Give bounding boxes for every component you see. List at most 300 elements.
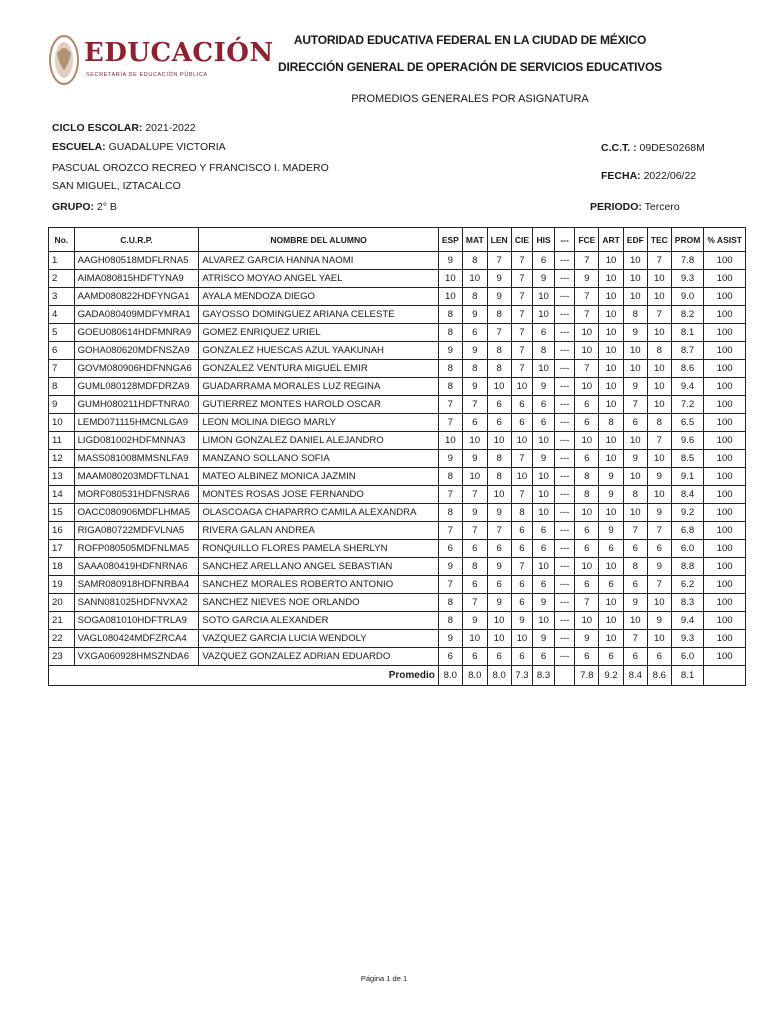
fce-cell: 10 [575, 342, 599, 360]
art-cell: 10 [599, 558, 623, 576]
table-row [49, 594, 746, 612]
cie-cell: 7 [511, 486, 533, 504]
prom-cell: 9.2 [671, 504, 704, 522]
art-cell: 6 [599, 648, 623, 666]
row-number: 1 [49, 252, 75, 270]
asist-cell: 100 [704, 540, 746, 558]
cie-cell: 7 [511, 288, 533, 306]
grupo [52, 201, 117, 213]
art-cell: 9 [599, 486, 623, 504]
blank-subject-cell: --- [554, 648, 574, 666]
len-cell: 6 [487, 396, 511, 414]
his-cell: 8 [533, 342, 555, 360]
student-name-cell: AYALA MENDOZA DIEGO [199, 288, 439, 306]
row-number: 10 [49, 414, 75, 432]
mat-cell: 7 [462, 396, 487, 414]
edf-cell: 6 [623, 540, 647, 558]
his-cell: 10 [533, 432, 555, 450]
len-cell: 6 [487, 648, 511, 666]
row-number: 8 [49, 378, 75, 396]
average-label: Promedio [49, 666, 439, 686]
student-name-cell: LEON MOLINA DIEGO MARLY [199, 414, 439, 432]
blank-subject-cell: --- [554, 540, 574, 558]
report-title: PROMEDIOS GENERALES POR ASIGNATURA [351, 93, 589, 105]
asist-cell: 100 [704, 486, 746, 504]
row-number: 14 [49, 486, 75, 504]
asist-cell: 100 [704, 432, 746, 450]
prom-cell: 6.0 [671, 648, 704, 666]
cie-cell: 7 [511, 324, 533, 342]
average-cell: 9.2 [599, 666, 623, 686]
cie-cell: 7 [511, 252, 533, 270]
fce-cell: 10 [575, 324, 599, 342]
periodo-value: Tercero [644, 201, 680, 213]
tec-cell: 9 [647, 558, 671, 576]
table-row [49, 396, 746, 414]
column-header: % ASIST [704, 228, 746, 252]
cct-value: 09DES0268M [639, 142, 705, 154]
table-row [49, 450, 746, 468]
table-row [49, 576, 746, 594]
len-cell: 8 [487, 360, 511, 378]
blank-subject-cell: --- [554, 594, 574, 612]
curp-cell: MORF080531HDFNSRA6 [74, 486, 199, 504]
blank-subject-cell: --- [554, 270, 574, 288]
fce-cell: 7 [575, 594, 599, 612]
esp-cell: 9 [438, 342, 462, 360]
education-logo [48, 34, 274, 90]
len-cell: 9 [487, 504, 511, 522]
edf-cell: 8 [623, 486, 647, 504]
esp-cell: 6 [438, 540, 462, 558]
student-name-cell: ALVAREZ GARCIA HANNA NAOMI [199, 252, 439, 270]
edf-cell: 6 [623, 414, 647, 432]
curp-cell: RIGA080722MDFVLNA5 [74, 522, 199, 540]
edf-cell: 9 [623, 450, 647, 468]
blank-subject-cell: --- [554, 630, 574, 648]
esp-cell: 10 [438, 288, 462, 306]
esp-cell: 7 [438, 576, 462, 594]
esp-cell: 8 [438, 504, 462, 522]
prom-cell: 7.8 [671, 252, 704, 270]
mat-cell: 8 [462, 360, 487, 378]
asist-cell: 100 [704, 612, 746, 630]
tec-cell: 10 [647, 360, 671, 378]
esp-cell: 7 [438, 522, 462, 540]
fce-cell: 8 [575, 486, 599, 504]
len-cell: 7 [487, 252, 511, 270]
len-cell: 9 [487, 594, 511, 612]
fecha-value: 2022/06/22 [643, 170, 697, 182]
average-cell: 7.8 [575, 666, 599, 686]
cie-cell: 10 [511, 378, 533, 396]
asist-cell: 100 [704, 360, 746, 378]
tec-cell: 10 [647, 396, 671, 414]
table-row [49, 540, 746, 558]
student-name-cell: VAZQUEZ GONZALEZ ADRIAN EDUARDO [199, 648, 439, 666]
asist-cell: 100 [704, 648, 746, 666]
column-header: ESP [438, 228, 462, 252]
mat-cell: 9 [462, 504, 487, 522]
prom-cell: 9.3 [671, 270, 704, 288]
art-cell: 10 [599, 450, 623, 468]
escuela [52, 141, 226, 153]
blank-subject-cell: --- [554, 504, 574, 522]
prom-cell: 6.0 [671, 540, 704, 558]
len-cell: 8 [487, 342, 511, 360]
esp-cell: 8 [438, 306, 462, 324]
his-cell: 6 [533, 540, 555, 558]
curp-cell: AAGH080518MDFLRNA5 [74, 252, 199, 270]
edf-cell: 6 [623, 648, 647, 666]
student-name-cell: GONZALEZ VENTURA MIGUEL EMIR [199, 360, 439, 378]
art-cell: 9 [599, 468, 623, 486]
header-authority: AUTORIDAD EDUCATIVA FEDERAL EN LA CIUDAD DE MÉXICO [293, 33, 647, 47]
len-cell: 7 [487, 522, 511, 540]
column-header: No. [49, 228, 75, 252]
edf-cell: 8 [623, 558, 647, 576]
his-cell: 10 [533, 486, 555, 504]
student-name-cell: LIMON GONZALEZ DANIEL ALEJANDRO [199, 432, 439, 450]
asist-cell: 100 [704, 576, 746, 594]
cie-cell: 7 [511, 360, 533, 378]
student-name-cell: ATRISCO MOYAO ANGEL YAEL [199, 270, 439, 288]
table-row [49, 270, 746, 288]
esp-cell: 8 [438, 324, 462, 342]
blank-subject-cell: --- [554, 288, 574, 306]
table-row [49, 486, 746, 504]
row-number: 16 [49, 522, 75, 540]
blank-subject-cell: --- [554, 342, 574, 360]
address-line-1: PASCUAL OROZCO RECREO Y FRANCISCO I. MADERO [52, 162, 329, 174]
row-number: 15 [49, 504, 75, 522]
tec-cell: 7 [647, 252, 671, 270]
student-name-cell: RONQUILLO FLORES PAMELA SHERLYN [199, 540, 439, 558]
curp-cell: GOHA080620MDFNSZA9 [74, 342, 199, 360]
len-cell: 8 [487, 306, 511, 324]
blank-subject-cell: --- [554, 450, 574, 468]
fce-cell: 6 [575, 522, 599, 540]
blank-subject-cell: --- [554, 378, 574, 396]
art-cell: 10 [599, 432, 623, 450]
blank-subject-cell: --- [554, 324, 574, 342]
curp-cell: GUML080128MDFDRZA9 [74, 378, 199, 396]
esp-cell: 6 [438, 648, 462, 666]
his-cell: 10 [533, 504, 555, 522]
his-cell: 10 [533, 612, 555, 630]
edf-cell: 10 [623, 432, 647, 450]
esp-cell: 8 [438, 612, 462, 630]
logo-wordmark: EDUCACIÓN [84, 38, 274, 68]
cct [601, 142, 705, 154]
mat-cell: 9 [462, 450, 487, 468]
student-name-cell: VAZQUEZ GARCIA LUCIA WENDOLY [199, 630, 439, 648]
len-cell: 7 [487, 324, 511, 342]
blank-subject-cell: --- [554, 486, 574, 504]
student-name-cell: OLASCOAGA CHAPARRO CAMILA ALEXANDRA [199, 504, 439, 522]
cie-cell: 6 [511, 540, 533, 558]
his-cell: 6 [533, 576, 555, 594]
mat-cell: 9 [462, 306, 487, 324]
escuela-value: GUADALUPE VICTORIA [108, 141, 226, 153]
his-cell: 6 [533, 414, 555, 432]
mat-cell: 9 [462, 378, 487, 396]
edf-cell: 10 [623, 288, 647, 306]
edf-cell: 10 [623, 612, 647, 630]
his-cell: 6 [533, 324, 555, 342]
column-header: EDF [623, 228, 647, 252]
mat-cell: 9 [462, 342, 487, 360]
curp-cell: SANN081025HDFNVXA2 [74, 594, 199, 612]
len-cell: 10 [487, 612, 511, 630]
mat-cell: 6 [462, 540, 487, 558]
row-number: 12 [49, 450, 75, 468]
art-cell: 10 [599, 396, 623, 414]
his-cell: 9 [533, 630, 555, 648]
average-cell: 8.6 [647, 666, 671, 686]
edf-cell: 7 [623, 630, 647, 648]
asist-cell: 100 [704, 630, 746, 648]
prom-cell: 9.6 [671, 432, 704, 450]
cie-cell: 10 [511, 432, 533, 450]
fce-cell: 7 [575, 252, 599, 270]
column-header: HIS [533, 228, 555, 252]
mat-cell: 10 [462, 432, 487, 450]
prom-cell: 9.3 [671, 630, 704, 648]
student-name-cell: SOTO GARCIA ALEXANDER [199, 612, 439, 630]
prom-cell: 8.2 [671, 306, 704, 324]
row-number: 17 [49, 540, 75, 558]
average-cell: 8.0 [438, 666, 462, 686]
grupo-value: 2° B [96, 201, 117, 213]
prom-cell: 8.4 [671, 486, 704, 504]
blank-subject-cell: --- [554, 360, 574, 378]
table-row [49, 288, 746, 306]
cie-cell: 7 [511, 450, 533, 468]
blank-subject-cell: --- [554, 396, 574, 414]
tec-cell: 7 [647, 522, 671, 540]
fce-cell: 10 [575, 612, 599, 630]
cct-label: C.C.T. : [601, 142, 637, 154]
prom-cell: 6.8 [671, 522, 704, 540]
his-cell: 9 [533, 270, 555, 288]
art-cell: 10 [599, 252, 623, 270]
row-number: 6 [49, 342, 75, 360]
row-number: 11 [49, 432, 75, 450]
periodo [590, 201, 680, 213]
ciclo-label: CICLO ESCOLAR: [52, 122, 143, 134]
edf-cell: 8 [623, 306, 647, 324]
curp-cell: SOGA081010HDFTRLA9 [74, 612, 199, 630]
curp-cell: GUMH080211HDFTNRA0 [74, 396, 199, 414]
fce-cell: 7 [575, 360, 599, 378]
curp-cell: SAAA080419HDFNRNA6 [74, 558, 199, 576]
fce-cell: 6 [575, 648, 599, 666]
edf-cell: 9 [623, 378, 647, 396]
asist-cell: 100 [704, 414, 746, 432]
tec-cell: 8 [647, 414, 671, 432]
prom-cell: 8.3 [671, 594, 704, 612]
cie-cell: 6 [511, 522, 533, 540]
his-cell: 6 [533, 252, 555, 270]
art-cell: 10 [599, 306, 623, 324]
fecha [601, 170, 696, 182]
cie-cell: 6 [511, 414, 533, 432]
len-cell: 10 [487, 486, 511, 504]
table-row [49, 612, 746, 630]
student-name-cell: MATEO ALBINEZ MONICA JAZMIN [199, 468, 439, 486]
len-cell: 6 [487, 576, 511, 594]
header-direction: DIRECCIÓN GENERAL DE OPERACIÓN DE SERVICIOS EDUCATIVOS [278, 60, 662, 74]
row-number: 4 [49, 306, 75, 324]
address-line-2: SAN MIGUEL, IZTACALCO [52, 180, 181, 192]
his-cell: 10 [533, 360, 555, 378]
average-cell: 8.4 [623, 666, 647, 686]
student-name-cell: SANCHEZ MORALES ROBERTO ANTONIO [199, 576, 439, 594]
average-row [49, 666, 746, 686]
art-cell: 10 [599, 630, 623, 648]
asist-cell: 100 [704, 288, 746, 306]
mat-cell: 10 [462, 468, 487, 486]
student-name-cell: GONZALEZ HUESCAS AZUL YAAKUNAH [199, 342, 439, 360]
student-name-cell: MONTES ROSAS JOSE FERNANDO [199, 486, 439, 504]
prom-cell: 9.0 [671, 288, 704, 306]
row-number: 21 [49, 612, 75, 630]
table-row [49, 630, 746, 648]
curp-cell: GOEU080614HDFMNRA9 [74, 324, 199, 342]
curp-cell: LEMD071115HMCNLGA9 [74, 414, 199, 432]
esp-cell: 8 [438, 468, 462, 486]
mat-cell: 7 [462, 486, 487, 504]
grades-table [48, 227, 746, 686]
len-cell: 9 [487, 558, 511, 576]
student-name-cell: SANCHEZ NIEVES NOE ORLANDO [199, 594, 439, 612]
art-cell: 10 [599, 360, 623, 378]
his-cell: 10 [533, 288, 555, 306]
mat-cell: 8 [462, 288, 487, 306]
column-header: ART [599, 228, 623, 252]
student-name-cell: GAYOSSO DOMINGUEZ ARIANA CELESTE [199, 306, 439, 324]
column-header: FCE [575, 228, 599, 252]
tec-cell: 10 [647, 594, 671, 612]
tec-cell: 10 [647, 630, 671, 648]
curp-cell: GOVM080906HDFNNGA6 [74, 360, 199, 378]
art-cell: 10 [599, 378, 623, 396]
tec-cell: 10 [647, 288, 671, 306]
row-number: 23 [49, 648, 75, 666]
his-cell: 6 [533, 396, 555, 414]
art-cell: 10 [599, 342, 623, 360]
row-number: 22 [49, 630, 75, 648]
row-number: 7 [49, 360, 75, 378]
row-number: 20 [49, 594, 75, 612]
tec-cell: 8 [647, 342, 671, 360]
fce-cell: 8 [575, 468, 599, 486]
grupo-label: GRUPO: [52, 201, 94, 213]
table-row [49, 414, 746, 432]
len-cell: 9 [487, 288, 511, 306]
edf-cell: 10 [623, 270, 647, 288]
table-header-row [49, 228, 746, 252]
asist-cell: 100 [704, 270, 746, 288]
tec-cell: 7 [647, 576, 671, 594]
mat-cell: 7 [462, 522, 487, 540]
table-row [49, 378, 746, 396]
page-number: Página 1 de 1 [360, 974, 408, 983]
student-name-cell: MANZANO SOLLANO SOFIA [199, 450, 439, 468]
mat-cell: 6 [462, 648, 487, 666]
tec-cell: 9 [647, 504, 671, 522]
column-header: PROM [671, 228, 704, 252]
prom-cell: 9.4 [671, 612, 704, 630]
periodo-label: PERIODO: [590, 201, 642, 213]
edf-cell: 10 [623, 360, 647, 378]
table-row [49, 324, 746, 342]
student-name-cell: GOMEZ ENRIQUEZ URIEL [199, 324, 439, 342]
cie-cell: 6 [511, 396, 533, 414]
len-cell: 6 [487, 414, 511, 432]
row-number: 9 [49, 396, 75, 414]
cie-cell: 10 [511, 630, 533, 648]
edf-cell: 7 [623, 522, 647, 540]
his-cell: 9 [533, 378, 555, 396]
cie-cell: 6 [511, 594, 533, 612]
mat-cell: 10 [462, 630, 487, 648]
tec-cell: 6 [647, 540, 671, 558]
asist-cell: 100 [704, 324, 746, 342]
fce-cell: 7 [575, 288, 599, 306]
table-row [49, 432, 746, 450]
blank-subject-cell: --- [554, 576, 574, 594]
curp-cell: ROFP080505MDFNLMA5 [74, 540, 199, 558]
prom-cell: 6.2 [671, 576, 704, 594]
esp-cell: 9 [438, 450, 462, 468]
table-row [49, 504, 746, 522]
art-cell: 6 [599, 540, 623, 558]
cie-cell: 8 [511, 504, 533, 522]
prom-cell: 7.2 [671, 396, 704, 414]
asist-cell: 100 [704, 342, 746, 360]
table-row [49, 648, 746, 666]
column-header: MAT [462, 228, 487, 252]
asist-cell: 100 [704, 468, 746, 486]
cie-cell: 9 [511, 612, 533, 630]
curp-cell: MAAM080203MDFTLNA1 [74, 468, 199, 486]
prom-cell: 8.5 [671, 450, 704, 468]
fce-cell: 10 [575, 504, 599, 522]
his-cell: 6 [533, 522, 555, 540]
blank-subject-cell: --- [554, 306, 574, 324]
prom-cell: 8.7 [671, 342, 704, 360]
prom-cell: 8.6 [671, 360, 704, 378]
curp-cell: AIMA080815HDFTYNA9 [74, 270, 199, 288]
asist-cell: 100 [704, 558, 746, 576]
curp-cell: OACC080906MDFLHMA5 [74, 504, 199, 522]
prom-cell: 8.8 [671, 558, 704, 576]
tec-cell: 7 [647, 432, 671, 450]
fce-cell: 6 [575, 450, 599, 468]
his-cell: 6 [533, 648, 555, 666]
tec-cell: 10 [647, 270, 671, 288]
edf-cell: 7 [623, 396, 647, 414]
student-name-cell: SANCHEZ ARELLANO ANGEL SEBASTIAN [199, 558, 439, 576]
row-number: 13 [49, 468, 75, 486]
blank-subject-cell: --- [554, 432, 574, 450]
fce-cell: 9 [575, 270, 599, 288]
ciclo-value: 2021-2022 [145, 122, 196, 134]
row-number: 18 [49, 558, 75, 576]
len-cell: 8 [487, 468, 511, 486]
